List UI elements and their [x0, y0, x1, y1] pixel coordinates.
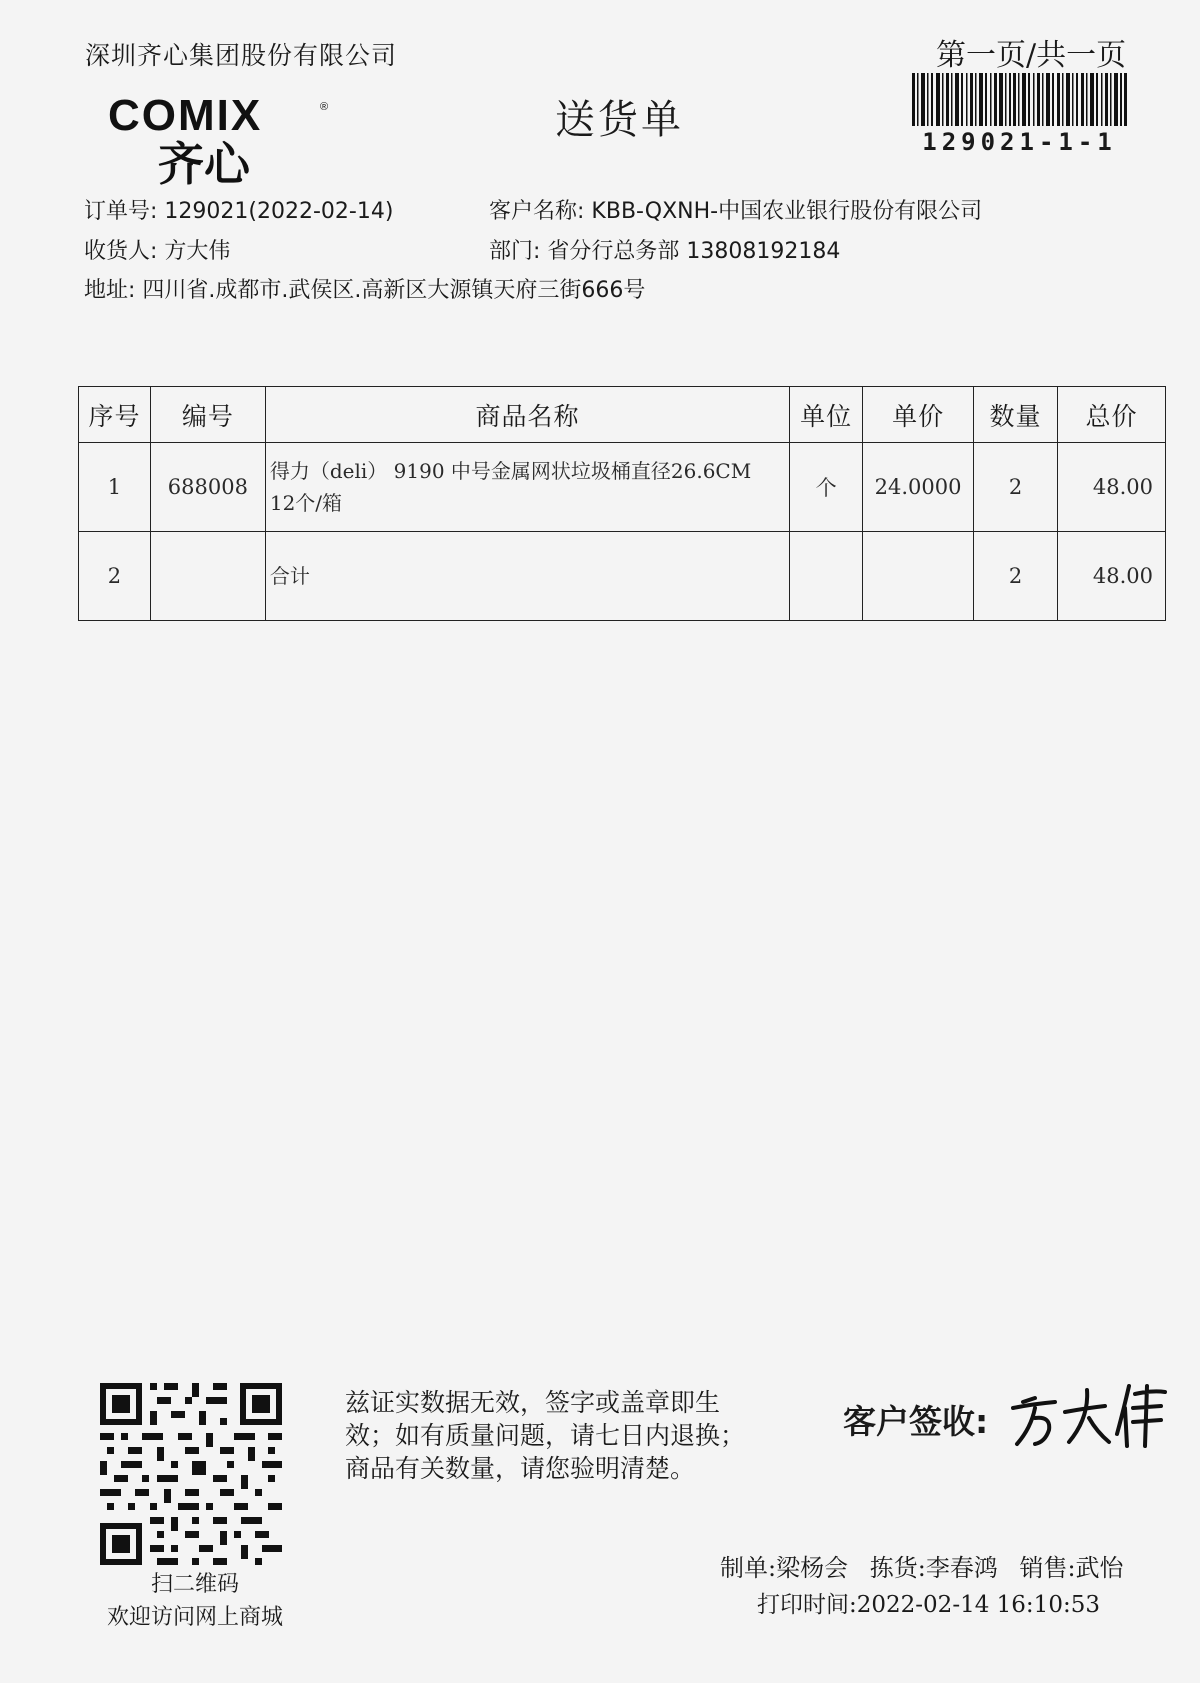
items-table	[78, 386, 1166, 621]
product-name-line-2: 12个/箱	[269, 491, 343, 515]
cell-qty: 2	[974, 532, 1058, 621]
print-time: 打印时间:2022-02-14 16:10:53	[757, 1592, 1100, 1618]
logo-registered-mark: ®	[320, 101, 329, 113]
notice-line-2: 效；如有质量问题，请七日内退换；	[345, 1421, 746, 1450]
notice-line-3: 商品有关数量，请您验明清楚。	[345, 1454, 696, 1483]
cell-qty: 2	[974, 443, 1058, 532]
customer-name-field	[489, 194, 982, 225]
order-number-label: 订单号:	[84, 199, 158, 224]
column-header-code: 编号	[150, 387, 265, 443]
cell-price: 24.0000	[863, 443, 974, 532]
column-header-unit: 单位	[790, 387, 863, 443]
handwritten-signature	[1005, 1372, 1170, 1452]
department-value: 省分行总务部 13808192184	[547, 239, 841, 264]
order-number-value: 129021(2022-02-14)	[164, 199, 394, 224]
column-header-total: 总价	[1057, 387, 1165, 443]
staff-info	[720, 1548, 1138, 1583]
customer-name-value: KBB-QXNH-中国农业银行股份有限公司	[591, 199, 983, 224]
qr-caption	[80, 1568, 310, 1634]
column-header-qty: 数量	[974, 387, 1058, 443]
receiver-value: 方大伟	[164, 239, 231, 264]
table-row	[79, 443, 1166, 532]
table-row	[79, 532, 1166, 621]
qr-code	[100, 1383, 282, 1565]
logo-brand-en: COMIX	[108, 92, 263, 140]
column-header-name: 商品名称	[265, 387, 789, 443]
address-value: 四川省.成都市.武侯区.高新区大源镇天府三街666号	[142, 278, 646, 303]
maker-info: 制单:梁杨会	[720, 1554, 849, 1582]
table-header-row	[79, 387, 1166, 443]
terms-notice	[345, 1386, 765, 1485]
order-number-field	[84, 194, 393, 225]
cell-seq: 1	[79, 443, 151, 532]
cell-code	[150, 532, 265, 621]
column-header-price: 单价	[863, 387, 974, 443]
sales-info: 销售:武怡	[1019, 1554, 1124, 1582]
barcode	[912, 73, 1127, 126]
picker-info: 拣货:李春鸿	[869, 1554, 998, 1582]
receiver-label: 收货人:	[84, 239, 158, 264]
logo-brand-cn: 齐心	[158, 137, 250, 187]
qr-caption-line-2: 欢迎访问网上商城	[106, 1605, 283, 1630]
department-field	[489, 234, 840, 265]
qr-caption-line-1: 扫二维码	[150, 1572, 239, 1597]
comix-logo	[106, 92, 336, 187]
company-name: 深圳齐心集团股份有限公司	[85, 41, 398, 70]
product-name-line-1: 合计	[269, 564, 310, 588]
notice-line-1: 兹证实数据无效，签字或盖章即生	[345, 1388, 721, 1417]
cell-unit: 个	[790, 443, 863, 532]
product-name-line-1: 得力（deli） 9190 中号金属网状垃圾桶直径26.6CM	[269, 459, 752, 483]
cell-unit	[790, 532, 863, 621]
customer-signature-label: 客户签收:	[843, 1402, 989, 1441]
document-title: 送货单	[555, 97, 684, 143]
address-label: 地址:	[84, 278, 136, 303]
cell-total: 48.00	[1057, 532, 1165, 621]
cell-seq: 2	[79, 532, 151, 621]
page-indicator: 第一页/共一页	[936, 38, 1127, 73]
address-field	[84, 273, 645, 304]
barcode-number: 129021-1-1	[922, 128, 1117, 156]
cell-product-name	[265, 443, 789, 532]
cell-code: 688008	[150, 443, 265, 532]
cell-product-name	[265, 532, 789, 621]
customer-name-label: 客户名称:	[489, 199, 585, 224]
column-header-seq: 序号	[79, 387, 151, 443]
cell-price	[863, 532, 974, 621]
department-label: 部门:	[489, 239, 541, 264]
receiver-field	[84, 234, 230, 265]
cell-total: 48.00	[1057, 443, 1165, 532]
